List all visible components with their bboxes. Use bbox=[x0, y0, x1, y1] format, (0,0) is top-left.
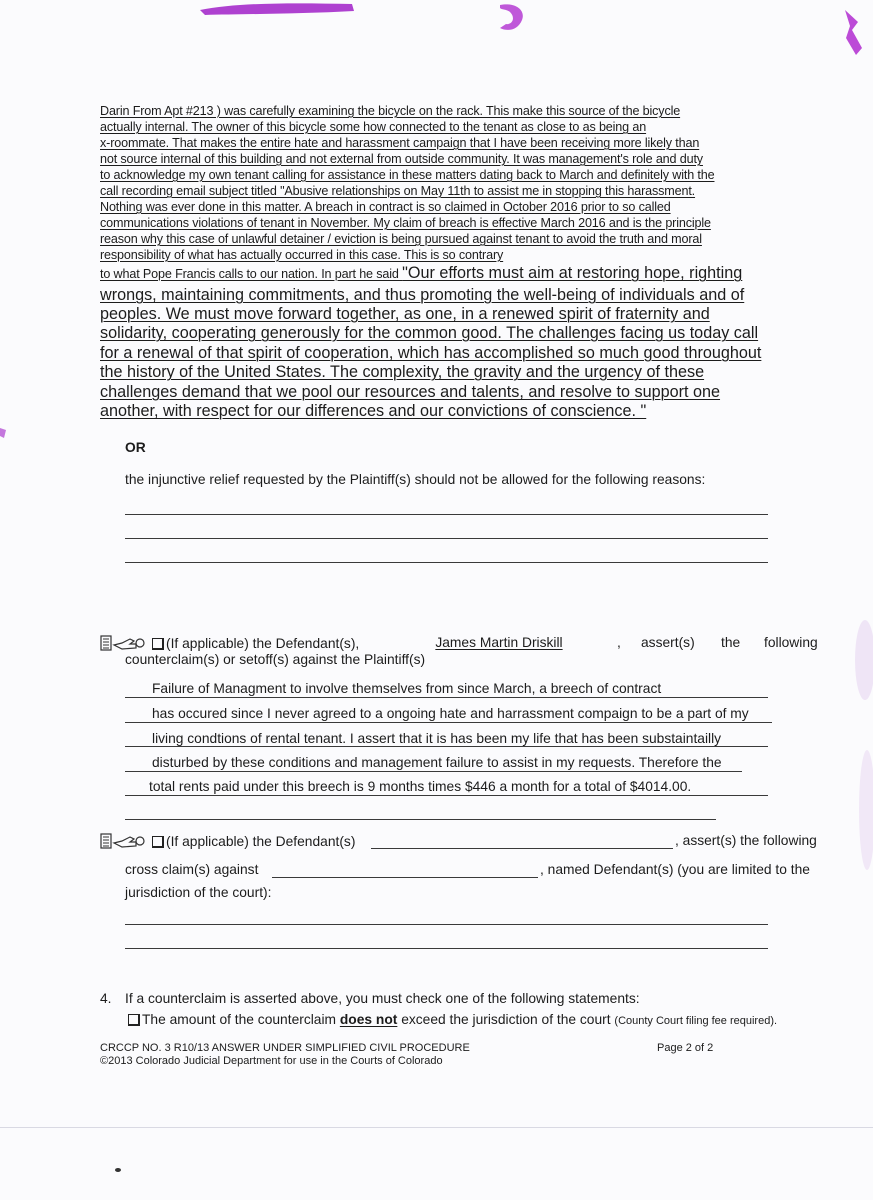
counterclaim-the: the bbox=[721, 635, 741, 650]
counterclaim-line-rule-1 bbox=[125, 697, 768, 698]
answer-line-6: call recording email subject titled "Abusive relationships on May 11th to assist me in stopping this harassment. bbox=[100, 184, 696, 198]
cross-claim-prefix: (If applicable) the Defendant(s) bbox=[166, 834, 356, 849]
quote-line-6: challenges demand that we pool our resources and talents, and resolve to support one bbox=[100, 383, 721, 401]
counterclaim-entry-2[interactable]: has occured since I never agreed to a ongoing hate and harrassment compaign to be a part of my bbox=[152, 706, 749, 721]
cross-claim-named-text: , named Defendant(s) (you are limited to the bbox=[540, 862, 810, 877]
injunctive-relief-text: the injunctive relief requested by the Plaintiff(s) should not be allowed for the following reasons: bbox=[125, 472, 706, 487]
cross-claim-asserts: , assert(s) the following bbox=[675, 833, 817, 848]
footer-form-line: CRCCP NO. 3 R10/13 ANSWER UNDER SIMPLIFIED CIVIL PROCEDURE bbox=[100, 1042, 470, 1054]
reason-line-1[interactable] bbox=[125, 514, 768, 515]
counterclaim-entry-1[interactable]: Failure of Managment to involve themselves from since March, a breech of contract bbox=[152, 681, 662, 696]
counterclaim-line-2: counterclaim(s) or setoff(s) against the Plaintiff(s) bbox=[125, 652, 426, 667]
quote-line-2: peoples. We must move forward together, as one, in a renewed spirit of fraternity and bbox=[100, 305, 710, 323]
counterclaim-line-rule-4 bbox=[125, 771, 742, 772]
form-icon bbox=[100, 833, 148, 849]
counterclaim-line-rule-6[interactable] bbox=[125, 819, 716, 820]
counterclaim-asserts: assert(s) bbox=[641, 635, 695, 650]
cross-claim-jurisdiction-text: jurisdiction of the court): bbox=[125, 885, 272, 900]
item-4-statement bbox=[128, 1012, 777, 1027]
counterclaim-entry-3[interactable]: living condtions of rental tenant. I assert that it is has been my life that has been substaintailly bbox=[152, 731, 722, 746]
cross-claim-row bbox=[100, 833, 355, 849]
answer-line-3: x-roommate. That makes the entire hate and harassment campaign that I have been receiving more likely than bbox=[100, 136, 700, 150]
item-4-stmt-prefix: The amount of the counterclaim bbox=[142, 1012, 340, 1027]
answer-line-4: not source internal of this building and not external from outside community. It was management's role and duty bbox=[100, 152, 703, 166]
item-4-stmt-mid: exceed the jurisdiction of the court bbox=[397, 1012, 615, 1027]
answer-line-8: communications violations of tenant in November. My claim of breach is effective March 2016 and is the principle bbox=[100, 216, 711, 230]
quote-line-1: wrongs, maintaining commitments, and thus promoting the well-being of individuals and of bbox=[100, 286, 745, 304]
answer-line-5: to acknowledge my own tenant calling for assistance in these matters dating back to March and definitely with the bbox=[100, 168, 715, 182]
form-icon bbox=[100, 635, 148, 651]
speck bbox=[114, 1167, 122, 1173]
quote-line-3: solidarity, cooperating generously for the common good. The challenges facing us today call bbox=[100, 324, 759, 342]
cross-claim-against-label: cross claim(s) against bbox=[125, 862, 259, 877]
answer-line-10: responsibility of what has actually occurred in this case. This is so contrary bbox=[100, 248, 504, 262]
answer-line-9: reason why this case of unlawful detainer / eviction is being pursued against tenant to avoid the truth and moral bbox=[100, 232, 702, 246]
counterclaim-row bbox=[100, 635, 359, 651]
cross-claim-defendant-field[interactable] bbox=[371, 848, 673, 849]
item-4-number: 4. bbox=[100, 991, 112, 1006]
item-4-stmt-small: (County Court filing fee required). bbox=[614, 1015, 778, 1027]
or-label: OR bbox=[125, 440, 146, 455]
counterclaim-comma: , bbox=[617, 635, 621, 650]
footer-copyright: ©2013 Colorado Judicial Department for use in the Courts of Colorado bbox=[100, 1055, 443, 1067]
counterclaim-entry-4[interactable]: disturbed by these conditions and management failure to assist in my requests. Therefore the bbox=[152, 755, 722, 770]
quote-line-5: the history of the United States. The complexity, the gravity and the urgency of these bbox=[100, 363, 705, 381]
quote-line-7: another, with respect for our differences and our convictions of conscience. " bbox=[100, 402, 647, 420]
page-number: Page 2 of 2 bbox=[657, 1042, 714, 1054]
cross-claim-line-1[interactable] bbox=[125, 924, 768, 925]
counterclaim-entry-5[interactable]: total rents paid under this breech is 9 months times $446 a month for a total of $4014.00. bbox=[149, 779, 692, 794]
answer-line-1: Darin From Apt #213 ) was carefully examining the bicycle on the rack. This make this source of the bicycle bbox=[100, 104, 681, 118]
cross-claim-against-field[interactable] bbox=[272, 877, 538, 878]
top-marker-stain bbox=[0, 0, 873, 70]
defendant-name-field[interactable]: James Martin Driskill bbox=[435, 635, 563, 650]
side-marker-stain bbox=[0, 420, 10, 450]
answer-mixed-small: to what Pope Francis calls to our nation. In part he said bbox=[100, 267, 403, 281]
cross-claim-line-2[interactable] bbox=[125, 948, 768, 949]
counterclaim-line-rule-3 bbox=[125, 746, 768, 747]
counterclaim-checkbox[interactable] bbox=[152, 638, 164, 650]
counterclaim-prefix: (If applicable) the Defendant(s), bbox=[166, 636, 360, 651]
item-4-text: If a counterclaim is asserted above, you must check one of the following statements: bbox=[125, 991, 640, 1006]
quote-line-4: for a renewal of that spirit of cooperation, which has accomplished so much good throughout bbox=[100, 344, 762, 362]
jurisdiction-checkbox[interactable] bbox=[128, 1014, 140, 1026]
item-4-stmt-bold: does not bbox=[339, 1012, 398, 1027]
counterclaim-line-rule-5 bbox=[125, 795, 768, 796]
reason-line-3[interactable] bbox=[125, 562, 768, 563]
counterclaim-following: following bbox=[764, 635, 818, 650]
counterclaim-line-rule-2 bbox=[125, 722, 772, 723]
scan-edge-line bbox=[0, 1127, 873, 1128]
quote-start: "Our efforts must aim at restoring hope, righting bbox=[402, 264, 743, 282]
answer-mixed-line bbox=[100, 264, 742, 283]
cross-claim-checkbox[interactable] bbox=[152, 836, 164, 848]
reason-line-2[interactable] bbox=[125, 538, 768, 539]
answer-line-7: Nothing was ever done in this matter. A breach in contract is so claimed in October 2016 prior to so called bbox=[100, 200, 671, 214]
answer-line-2: actually internal. The owner of this bicycle some how connected to the tenant as close to as being an bbox=[100, 120, 647, 134]
right-marker-stain bbox=[835, 600, 873, 900]
